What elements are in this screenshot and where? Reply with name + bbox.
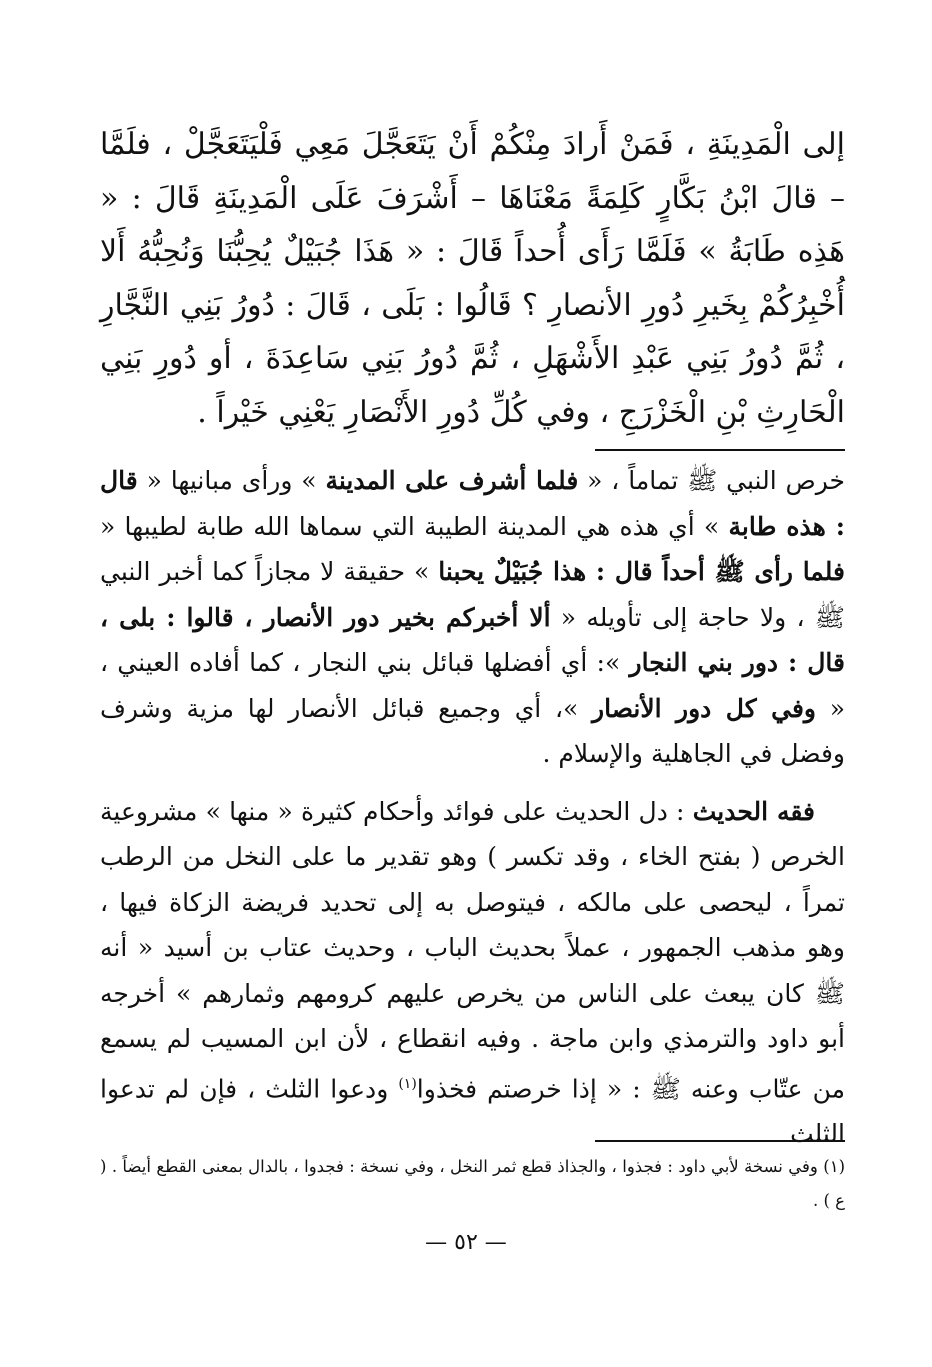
quoted-hadith-phrase: فلما أشرف على المدينة — [325, 466, 579, 495]
footnote: (١) وفي نسخة لأبي داود : فجذوا ، والجذاذ قطع ثمر النخل ، وفي نسخة : فجدوا ، بالدال بمعنى القطع أيضاً . ( ع ) . — [100, 1157, 845, 1210]
commentary-paragraph-2 — [100, 789, 845, 1157]
commentary-text: : دل الحديث على فوائد وأحكام كثيرة « منها » مشروعية الخرص ( بفتح الخاء ، وقد تكسر ) وهو تقدير ما على النخل من الرطب تمراً ، ليحصى على مالكه ، فيتوصل به إلى تحديد فريضة الزكاة فيها ، وهو مذهب الجمهور ، عملاً بحديث الباب ، وحديث عتاب بن أسيد « أنه ﷺ كان يبعث على الناس من يخرص عليهم كرومهم وثمارهم » أخرجه أبو داود والترمذي وابن ماجة . وفيه انقطاع ، لأن ابن المسيب لم يسمع من عتّاب وعنه ﷺ : « إذا خرصتم فخذوا — [100, 796, 845, 1103]
commentary-text: »، أي وجميع قبائل الأنصار لها مزية وشرف وفضل في الجاهلية والإسلام . — [100, 693, 845, 768]
footnote-separator-rule — [595, 1140, 845, 1142]
commentary-paragraph-1 — [100, 458, 845, 777]
page-number: — ٥٢ — — [425, 1230, 507, 1255]
footnote-reference[interactable]: (١) — [398, 1075, 417, 1092]
commentary-text: »: أي أفضلها قبائل بني النجار ، كما أفاده العيني ، « — [100, 648, 845, 723]
quoted-hadith-phrase: وفي كل دور الأنصار — [592, 693, 816, 723]
commentary-text: » أي هذه هي المدينة الطيبة التي سماها الله طابة لطيبها « — [100, 511, 729, 541]
quoted-hadith-phrase: قال : هذه طابة — [100, 466, 846, 541]
commentary-text: ودعوا الثلث ، فإن لم تدعوا الثلث — [100, 1073, 845, 1149]
quoted-hadith-phrase: ألا أخبركم بخير دور الأنصار ، قالوا : بلى ، قال : دور بني النجار — [100, 602, 846, 677]
hadith-separator-rule — [595, 449, 845, 451]
quoted-hadith-phrase: فلما رأى ﷺ أحداً قال : هذا جُبَيْلٌ يحبنا — [438, 557, 845, 586]
hadith-body: إلى الْمَدِينَةِ ، فَمَنْ أَرادَ مِنْكُمْ أَنْ يَتَعَجَّلَ مَعِي فَلْيَتَعَجَّلْ ، فلَمَّا – قالَ ابْنُ بَكَّارٍ كَلِمَةً مَعْنَاهَا – أَشْرَفَ عَلَى الْمَدِينَةِ قَالَ : « هَذِه طَابَةُ » فَلَمَّا رَأَى أُحداً قَالَ : « هَذَا جُبَيْلٌ يُحِبُّنَا وَنُحِبُّهُ أَلا أُخْبِرُكُمْ بِخَيرِ دُورِ الأنصارِ ؟ قَالُوا : بَلَى ، قَالَ : دُورُ بَنِي النَّجَّارِ ، ثُمَّ دُورُ بَنِي عَبْدِ الأَشْهَلِ ، ثُمَّ دُورُ بَنِي سَاعِدَةَ ، أو دُورِ بَنِي الْحَارِثِ بْنِ الْخَزْرَجِ ، وفي كُلِّ دُورِ الأَنْصَارِ يَعْنِي خَيْراً . — [100, 127, 845, 430]
commentary-text: خرص النبي ﷺ تماماً ، « — [578, 466, 845, 495]
section-heading-fiqh: فقه الحديث — [692, 796, 815, 826]
commentary-text: » حقيقة لا مجازاً كما أخبر النبي ﷺ ، ولا حاجة إلى تأويله « — [100, 557, 845, 632]
commentary-text: » ورأى مبانيها « — [137, 466, 326, 495]
hadith-text — [100, 118, 845, 439]
commentary — [100, 458, 845, 1157]
